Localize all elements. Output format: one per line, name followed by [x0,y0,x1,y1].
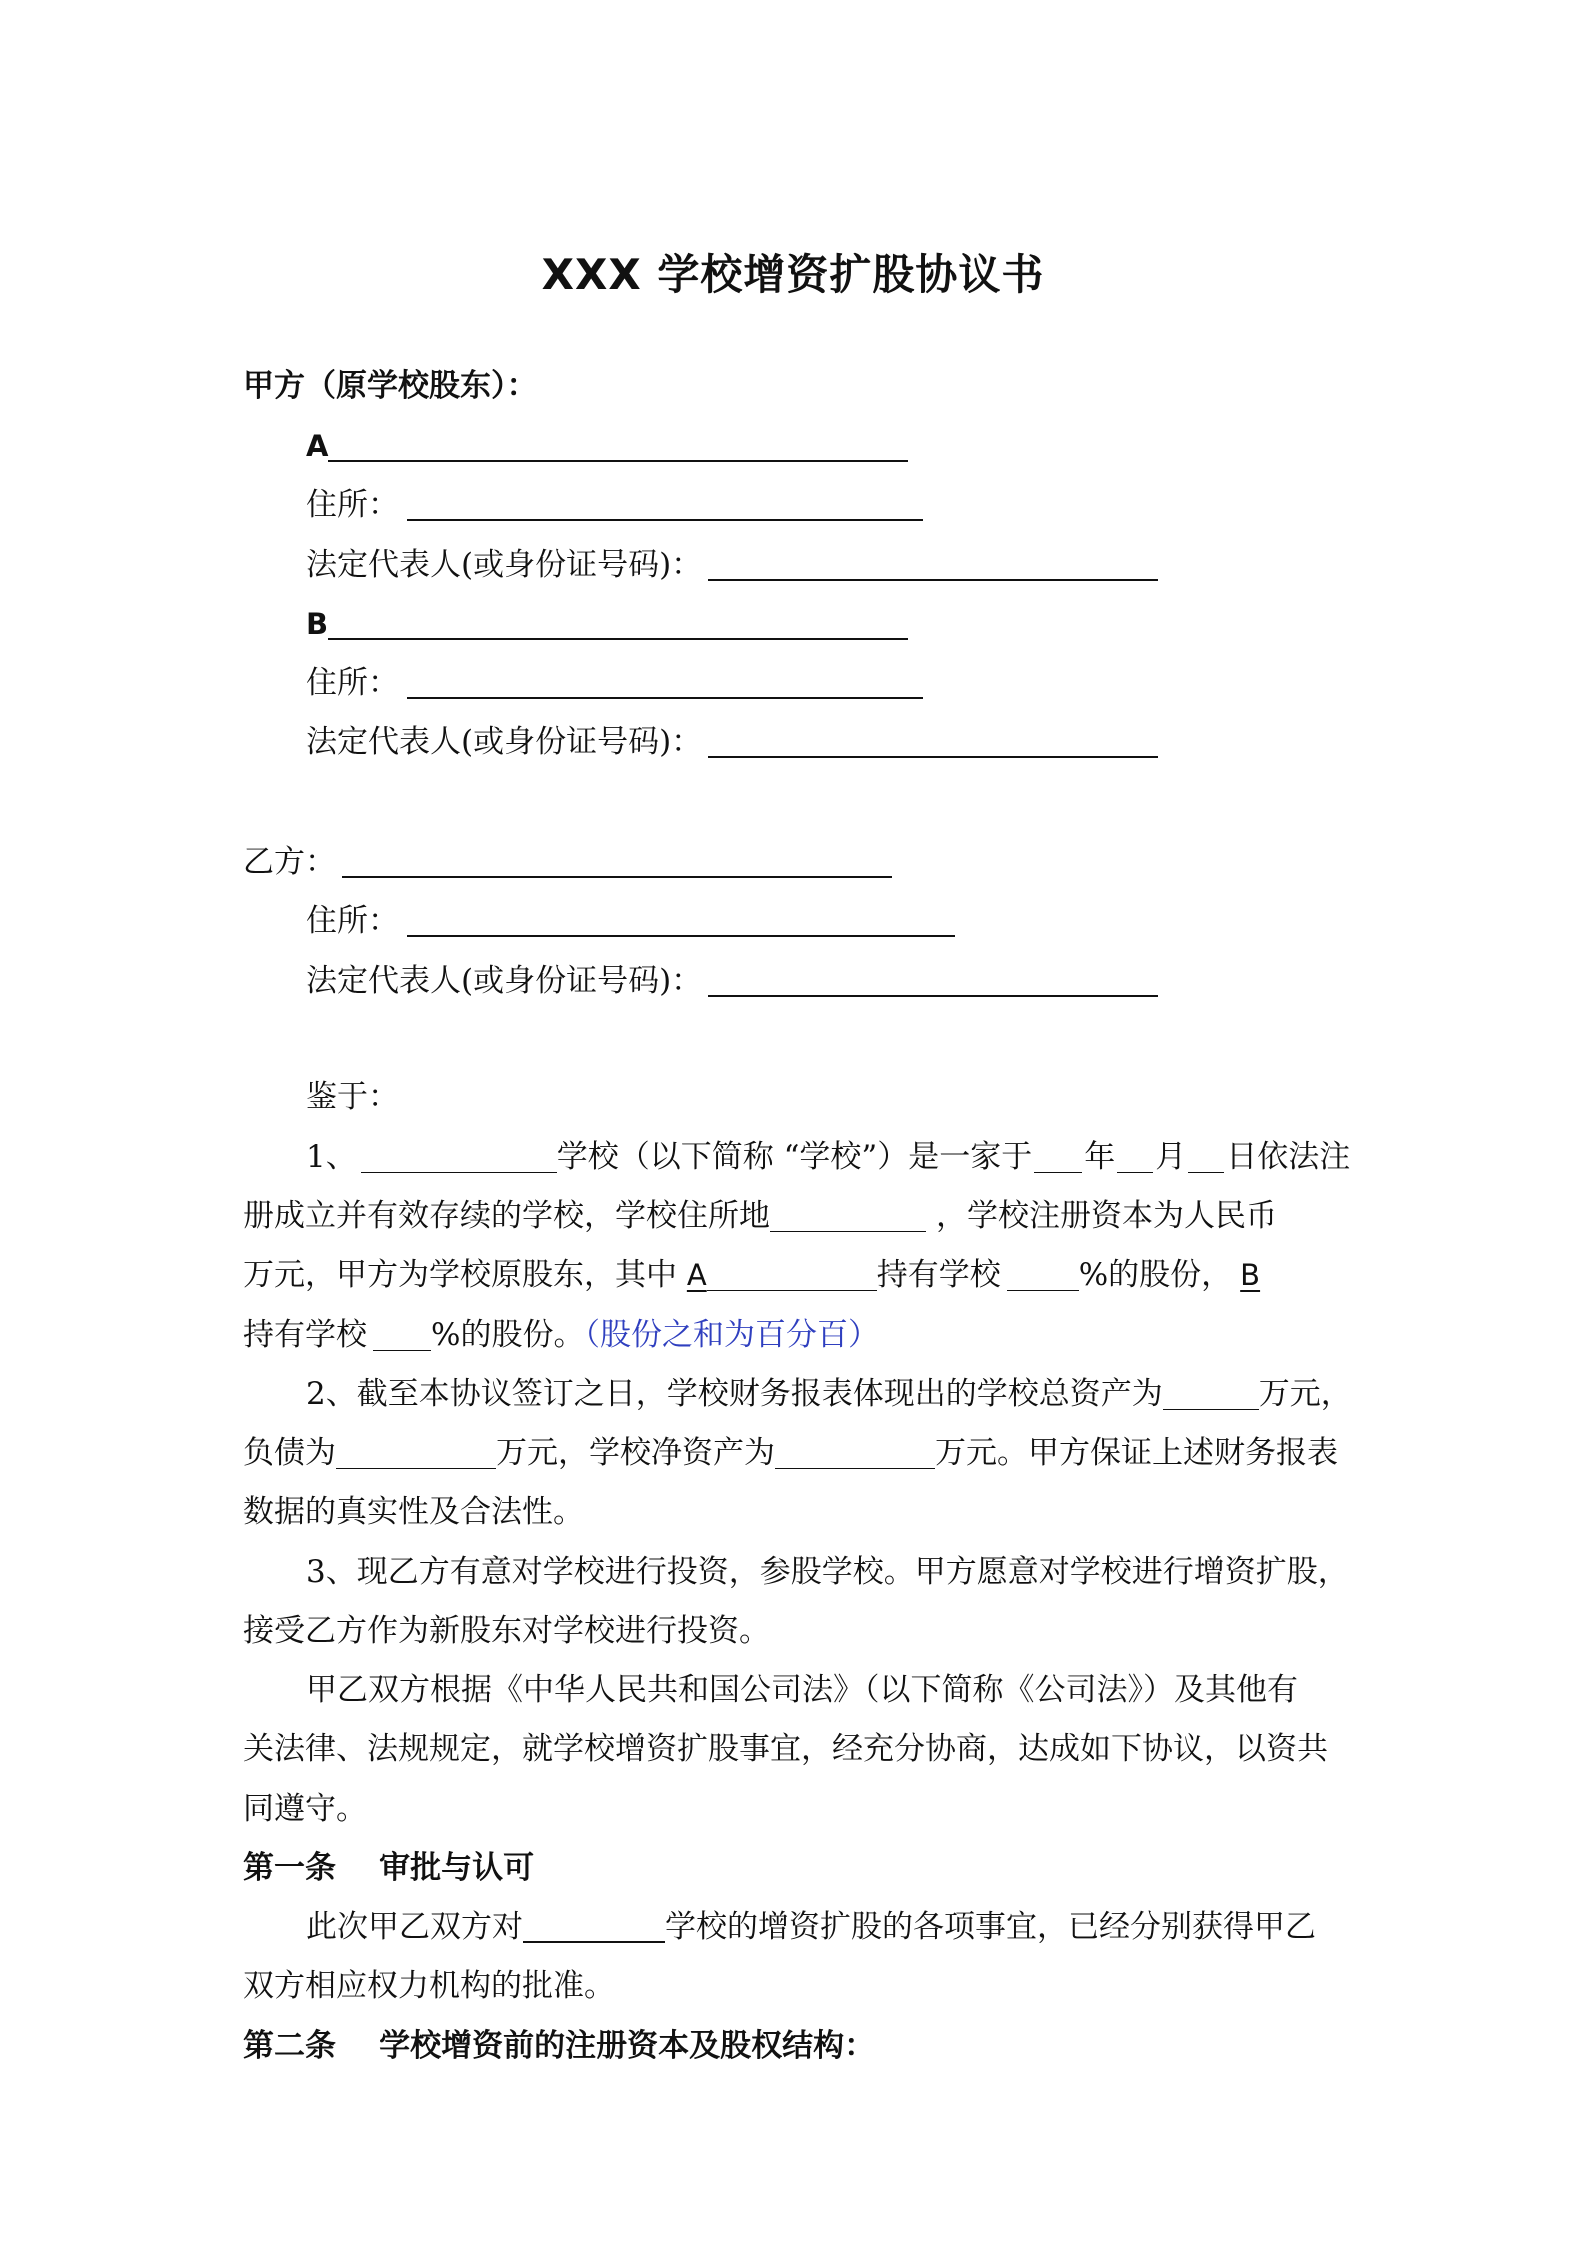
party-a-holder-b-rep [306,722,1158,762]
year-label: 年 [1084,1139,1116,1175]
holder-a-address-blank[interactable] [407,489,923,521]
recital-4-line-3: 同遵守。 [243,1791,367,1827]
article-text: 学校的增资扩股的各项事宜，已经分别获得甲乙 [665,1909,1316,1945]
address-label: 住所： [306,487,399,523]
recital-1-line-2 [243,1196,1277,1236]
recital-4-line-2: 关法律、法规规定，就学校增资扩股事宜，经充分协商，达成如下协议，以资共 [243,1731,1328,1767]
school-name-blank[interactable] [361,1142,557,1173]
recital-text: 万元， [1258,1376,1352,1412]
article-1-line-1 [306,1907,1316,1947]
article-text: 此次甲乙双方对 [306,1909,523,1945]
total-assets-blank[interactable] [1163,1379,1259,1410]
party-b-rep [306,961,1158,1001]
address-label: 住所： [306,903,399,939]
holder-a-label: A [306,429,329,463]
party-a-holder-b [306,604,908,644]
rep-label: 法定代表人(或身份证号码)： [306,724,703,760]
recital-text: 负债为 [243,1435,336,1471]
recital-1-line-3 [243,1255,1260,1295]
party-a-holder-a-rep [306,545,1158,585]
rep-label: 法定代表人(或身份证号码)： [306,963,703,999]
recitals-heading: 鉴于： [306,1079,399,1115]
rep-label: 法定代表人(或身份证号码)： [306,547,703,583]
holder-a-name-blank[interactable] [328,430,908,462]
address-label: 住所： [306,665,399,701]
school-address-blank[interactable] [770,1201,926,1232]
recital-3-line-1: 3、现乙方有意对学校进行投资，参股学校。甲方愿意对学校进行增资扩股， [306,1554,1349,1590]
recital-text: 学校（以下简称 “学校”）是一家于 [556,1139,1033,1175]
document-title: XXX 学校增资扩股协议书 [541,250,1045,299]
recital-text: %的股份。 [431,1317,585,1353]
recital-text: %的股份， [1078,1257,1233,1293]
recital-2-line-3: 数据的真实性及合法性。 [243,1494,584,1530]
party-a-heading: 甲方（原学校股东）： [243,368,538,404]
holder-a-rep-blank[interactable] [708,549,1158,581]
article-1-line-2: 双方相应权力机构的批准。 [243,1968,615,2004]
shareholder-a-blank[interactable] [707,1260,877,1291]
recital-text: 万元，甲方为学校原股东，其中 [243,1257,687,1293]
recital-text: 万元。甲方保证上述财务报表 [935,1435,1338,1471]
recital-4-line-1: 甲乙双方根据《中华人民共和国公司法》（以下简称《公司法》）及其他有 [306,1672,1298,1708]
recital-1-line-4 [243,1315,879,1355]
shareholder-b-ref: B [1240,1258,1261,1292]
holder-b-address-blank[interactable] [407,667,923,699]
recital-text: 持有学校 [243,1317,367,1353]
share-a-percent-blank[interactable] [1007,1260,1079,1291]
party-b-rep-blank[interactable] [708,965,1158,997]
recital-number: 1、 [306,1139,357,1175]
recital-2-line-2 [243,1433,1338,1473]
recital-text: 持有学校 [876,1257,1001,1293]
recital-text: 册成立并有效存续的学校，学校住所地 [243,1198,770,1234]
recital-text: ，学校注册资本为人民币 [936,1198,1277,1234]
holder-b-rep-blank[interactable] [708,726,1158,758]
party-b-heading-line [243,842,892,882]
party-b-name-blank[interactable] [342,846,892,878]
liabilities-blank[interactable] [336,1438,496,1469]
day-blank[interactable] [1188,1142,1224,1173]
recital-3-line-2: 接受乙方作为新股东对学校进行投资。 [243,1613,770,1649]
party-a-holder-a-address [306,485,923,525]
article-1-heading: 第一条 审批与认可 [243,1850,535,1886]
recital-text: 万元，学校净资产为 [496,1435,775,1471]
share-b-percent-blank[interactable] [373,1320,431,1351]
party-a-holder-a [306,426,908,466]
month-blank[interactable] [1117,1142,1153,1173]
share-total-note: （股份之和为百分百） [584,1317,879,1353]
recital-1-line-1 [306,1137,1350,1177]
month-label: 月 [1155,1139,1187,1175]
holder-b-label: B [306,607,329,641]
recital-text: 2、截至本协议签订之日，学校财务报表体现出的学校总资产为 [306,1376,1163,1412]
party-b-address [306,901,955,941]
year-blank[interactable] [1034,1142,1082,1173]
holder-b-name-blank[interactable] [328,608,908,640]
article-2-heading: 第二条 学校增资前的注册资本及股权结构： [243,2028,876,2064]
article-1-school-blank[interactable] [523,1911,665,1943]
party-b-heading: 乙方： [243,844,336,880]
net-assets-blank[interactable] [775,1438,935,1469]
recital-2-line-1 [306,1374,1352,1414]
shareholder-a-ref: A [686,1258,707,1292]
party-a-holder-b-address [306,663,923,703]
recital-text: 日依法注 [1226,1139,1351,1175]
party-b-address-blank[interactable] [407,905,955,937]
